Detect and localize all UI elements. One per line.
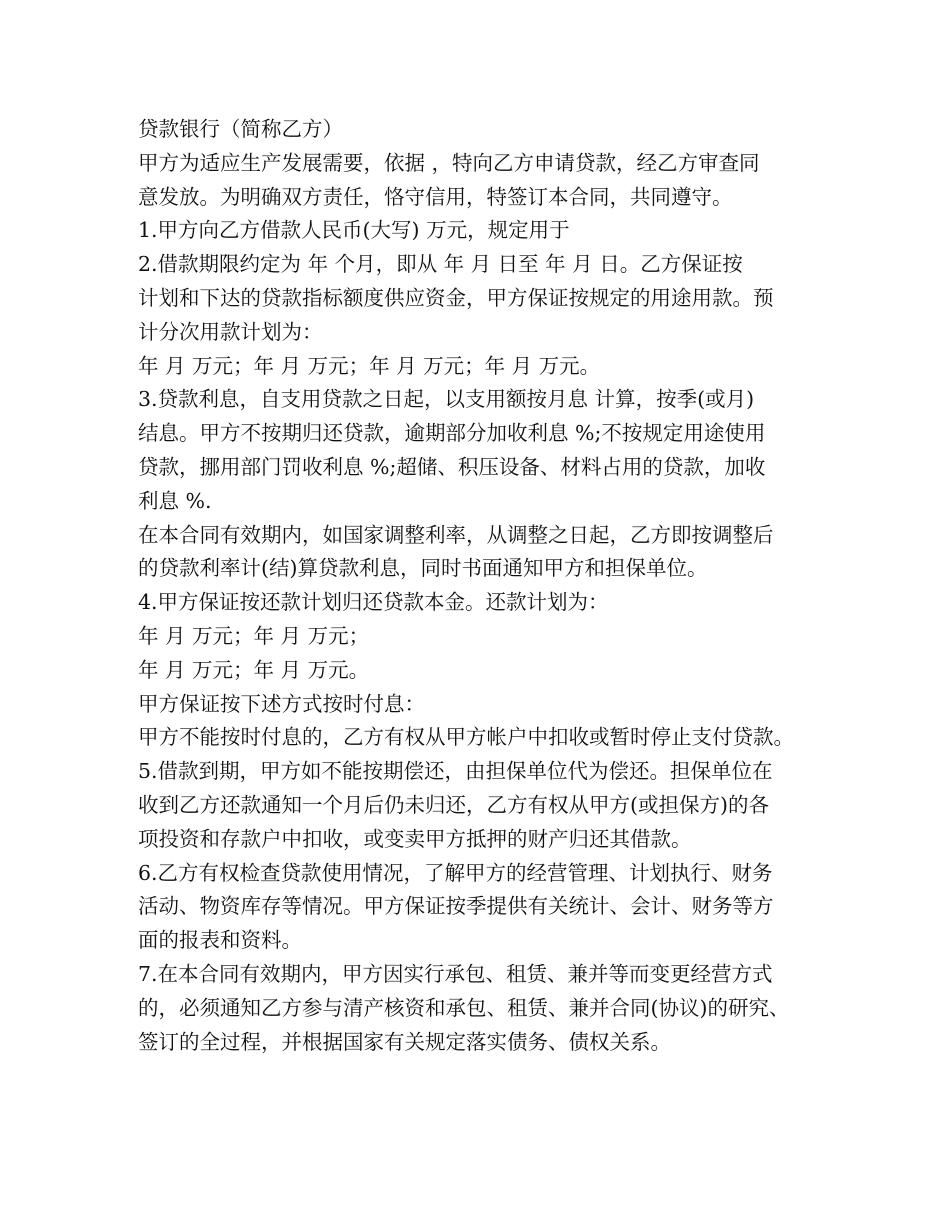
- text-line: 年 月 万元；年 月 万元；年 月 万元；年 月 万元。: [138, 353, 601, 378]
- text-line: 年 月 万元；年 月 万元；: [138, 623, 370, 648]
- text-line: 的，必须通知乙方参与清产核资和承包、租赁、兼并合同(协议)的研究、: [138, 995, 790, 1020]
- text-line: 5.借款到期，甲方如不能按期偿还，由担保单位代为偿还。担保单位在: [138, 759, 773, 784]
- text-line: 在本合同有效期内，如国家调整利率，从调整之日起，乙方即按调整后: [138, 522, 774, 547]
- text-line: 面的报表和资料。: [138, 928, 302, 953]
- text-line: 活动、物资库存等情况。甲方保证按季提供有关统计、会计、财务等方: [138, 894, 774, 919]
- text-line: 甲方保证按下述方式按时付息：: [138, 691, 425, 716]
- text-line: 收到乙方还款通知一个月后仍未归还，乙方有权从甲方(或担保方)的各: [138, 792, 769, 817]
- text-line: 3.贷款利息，自支用贷款之日起，以支用额按月息 计算，按季(或月): [138, 387, 755, 412]
- text-line: 年 月 万元；年 月 万元。: [138, 657, 370, 682]
- text-line: 2.借款期限约定为 年 个月，即从 年 月 日至 年 月 日。乙方保证按: [138, 252, 743, 277]
- text-line: 7.在本合同有效期内，甲方因实行承包、租赁、兼并等而变更经营方式: [138, 961, 773, 986]
- text-line: 的贷款利率计(结)算贷款利息，同时书面通知甲方和担保单位。: [138, 556, 708, 581]
- document-body: [138, 113, 838, 1059]
- text-line: 结息。甲方不按期归还贷款，逾期部分加收利息 %;不按规定用途使用: [138, 421, 766, 446]
- text-line: 计分次用款计划为：: [138, 319, 323, 344]
- text-line: 6.乙方有权检查贷款使用情况，了解甲方的经营管理、计划执行、财务: [138, 860, 773, 885]
- text-line: 4.甲方保证按还款计划归还贷款本金。还款计划为：: [138, 590, 609, 615]
- text-line: 贷款，挪用部门罚收利息 %;超储、积压设备、材料占用的贷款，加收: [138, 454, 766, 479]
- text-line: 1.甲方向乙方借款人民币(大写) 万元，规定用于: [138, 218, 570, 243]
- text-line: 项投资和存款户中扣收，或变卖甲方抵押的财产归还其借款。: [138, 826, 692, 851]
- text-line: 意发放。为明确双方责任，恪守信用，特签订本合同，共同遵守。: [138, 184, 733, 209]
- text-line: 签订的全过程，并根据国家有关规定落实债务、债权关系。: [138, 1029, 671, 1054]
- text-line: 甲方为适应生产发展需要，依据 ，特向乙方申请贷款，经乙方审查同: [138, 150, 760, 175]
- text-line: 甲方不能按时付息的，乙方有权从甲方帐户中扣收或暂时停止支付贷款。: [138, 725, 794, 750]
- text-line: 计划和下达的贷款指标额度供应资金，甲方保证按规定的用途用款。预: [138, 285, 774, 310]
- text-line: 利息 %.: [138, 488, 212, 513]
- text-line: 贷款银行（简称乙方）: [138, 117, 343, 141]
